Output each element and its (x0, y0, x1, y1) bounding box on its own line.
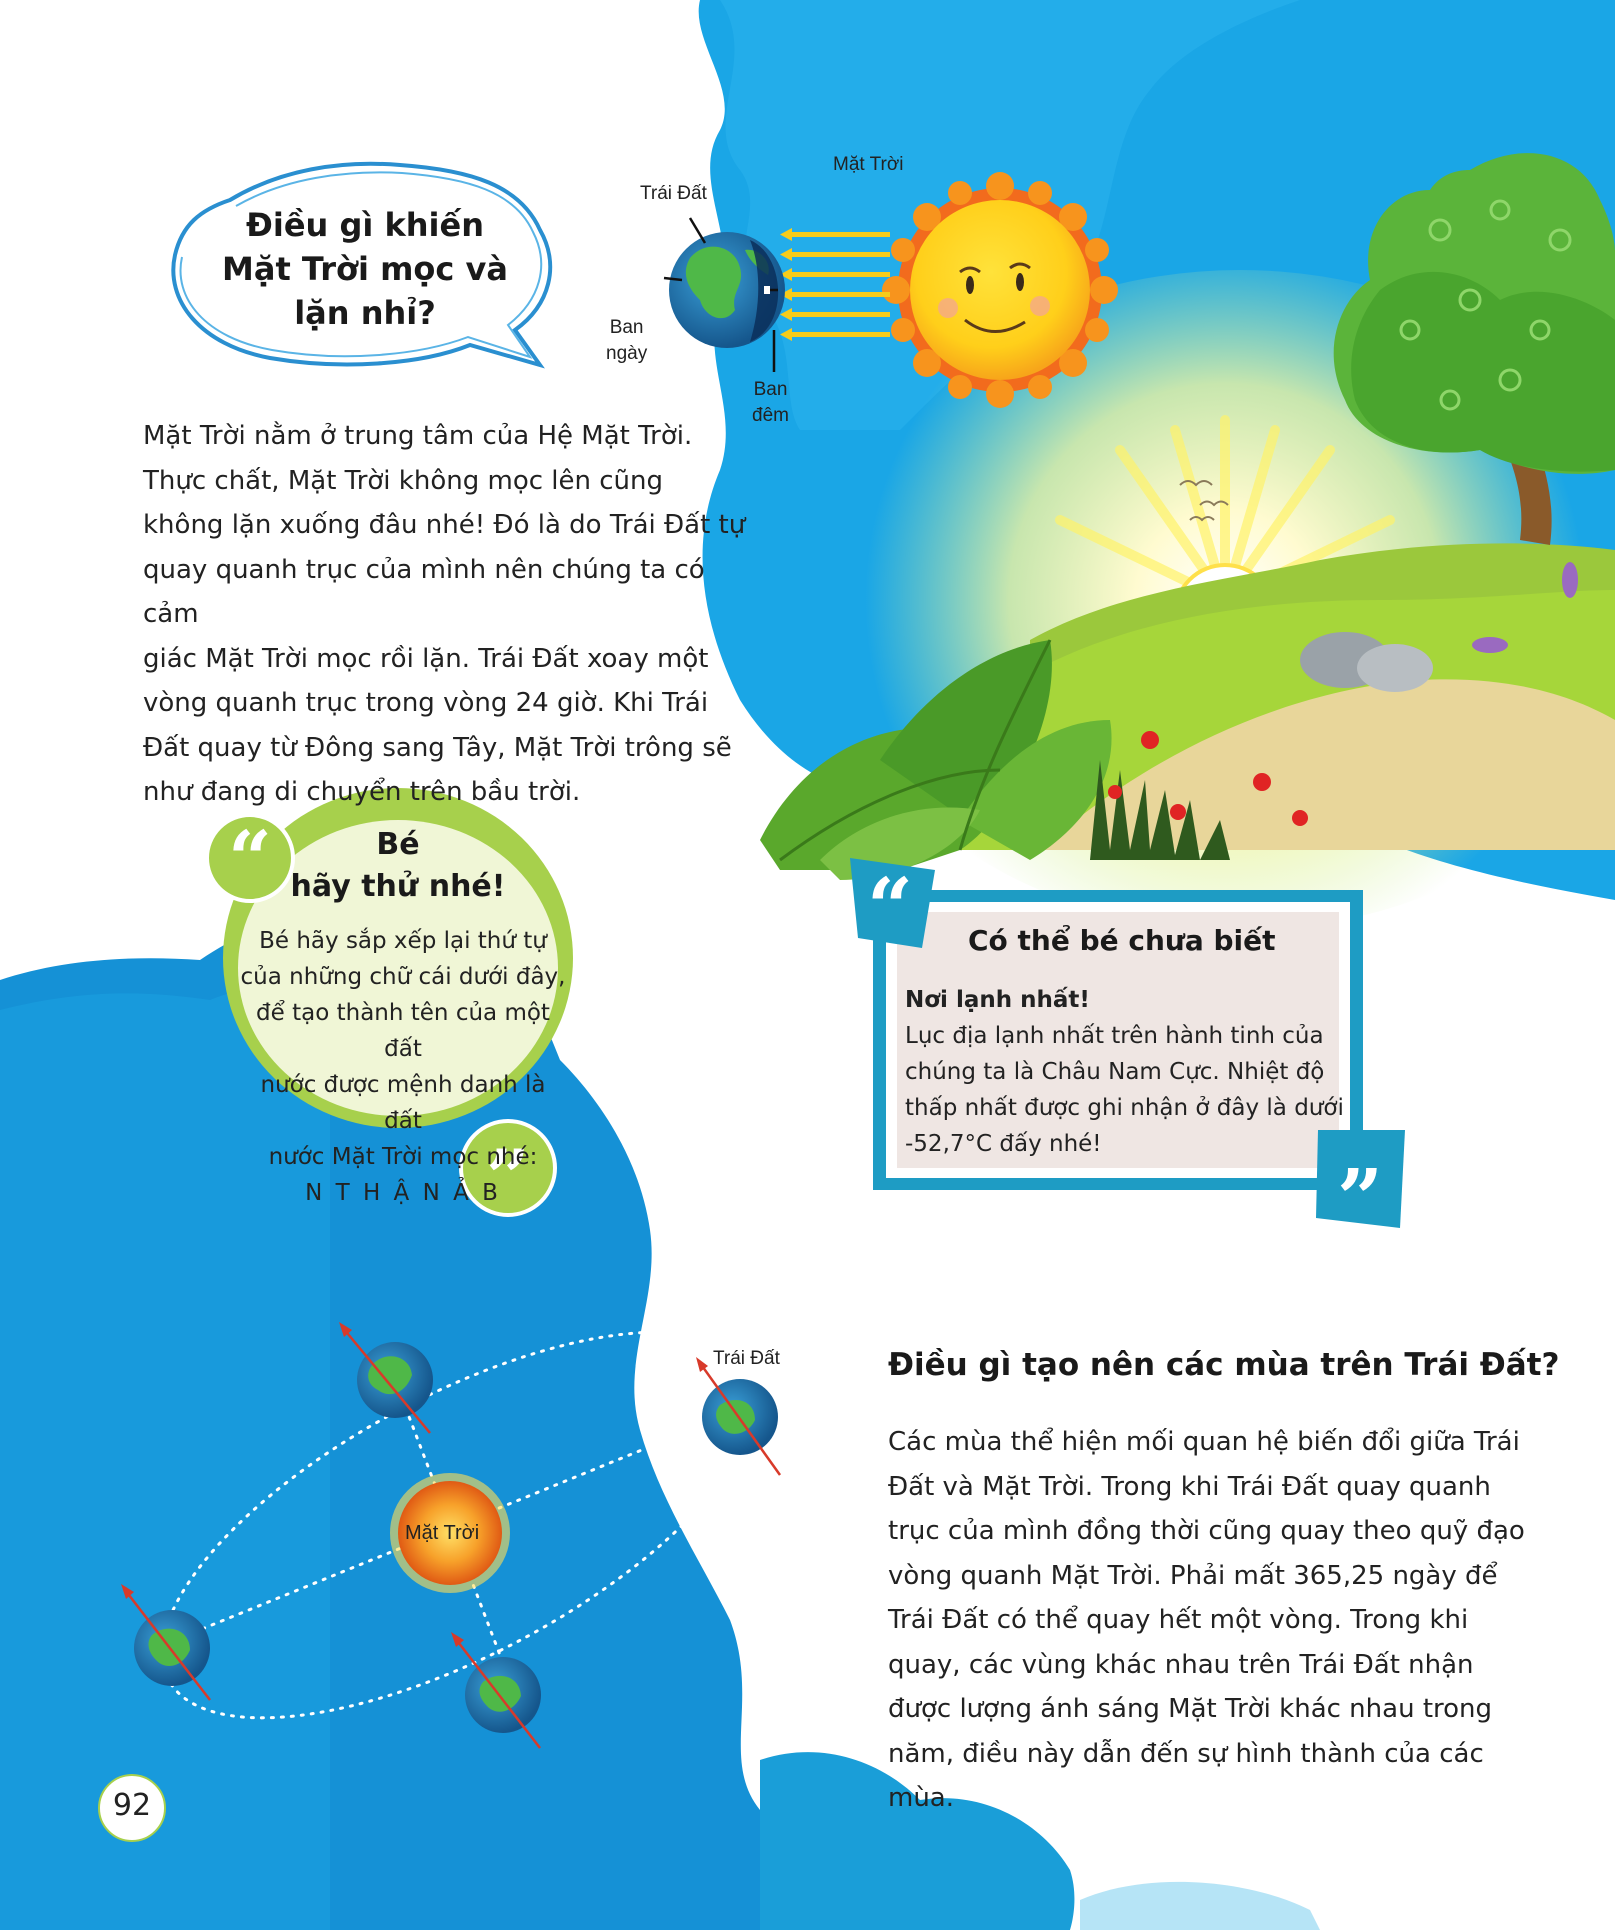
svg-text:”: ” (1336, 1151, 1384, 1245)
intro-paragraph: Mặt Trời nằm ở trung tâm của Hệ Mặt Trời. Thực chất, Mặt Trời không mọc lên cũng không lặn xuống đâu nhé! Đó là do Trái Đất tự quay quanh trục của mình nên chúng ta có cảm giác Mặt Trời mọc rồi lặn. Trái Đất xoay một vòng quanh trục trong vòng 24 giờ. Khi Trái Đất quay từ Đông sang Tây, Mặt Trời trông sẽ như đang di chuyển trên bầu trời. (143, 421, 746, 807)
earth-day-night-icon (669, 232, 785, 348)
try-it-title: Bé hãy thử nhé! (290, 827, 506, 904)
did-you-know-body: Nơi lạnh nhất! Lục địa lạnh nhất trên hành tinh của chúng ta là Châu Nam Cực. Nhiệt độ thấp nhất được ghi nhận ở đây là dưới -52,7°C đấy nhé! (905, 982, 1345, 1162)
page-number: 92 (112, 1788, 152, 1823)
orbit-earth-label: Trái Đất (713, 1348, 780, 1369)
seasons-paragraph: Các mùa thể hiện mối quan hệ biến đổi giữa Trái Đất và Mặt Trời. Trong khi Trái Đất quay quanh trục của mình đồng thời cũng quay theo quỹ đạo vòng quanh Mặt Trời. Phải mất 365,25 ngày để Trái Đất có thể quay hết một vòng. Trong khi quay, các vùng khác nhau trên Trái Đất nhận được lượng ánh sáng Mặt Trời khác nhau trong năm, điều này dẫn đến sự hình thành của các mùa. (888, 1427, 1525, 1813)
did-you-know-title: Có thể bé chưa biết (968, 924, 1276, 957)
try-it-body: Bé hãy sắp xếp lại thứ tự của những chữ cái dưới đây, để tạo thành tên của một đất nước được mệnh danh là đất nước Mặt Trời mọc nhé: N T H Ậ N Ả B (238, 923, 568, 1211)
night-label: Ban đêm (752, 379, 789, 426)
sun-label: Mặt Trời (833, 154, 904, 175)
orbit-sun-label: Mặt Trời (405, 1522, 480, 1544)
earth-label: Trái Đất (640, 183, 707, 204)
svg-text:“: “ (228, 814, 272, 903)
intro-question: Điều gì khiến Mặt Trời mọc và lặn nhỉ? (222, 206, 508, 332)
svg-text:”: ” (486, 1133, 530, 1222)
seasons-heading: Điều gì tạo nên các mùa trên Trái Đất? (888, 1347, 1560, 1383)
day-label: Ban ngày (606, 317, 648, 364)
sun-icon (882, 172, 1118, 408)
svg-text:“: “ (866, 860, 914, 954)
did-you-know-subtitle: Nơi lạnh nhất! (905, 987, 1090, 1013)
scrambled-letters: N T H Ậ N Ả B (305, 1180, 501, 1206)
